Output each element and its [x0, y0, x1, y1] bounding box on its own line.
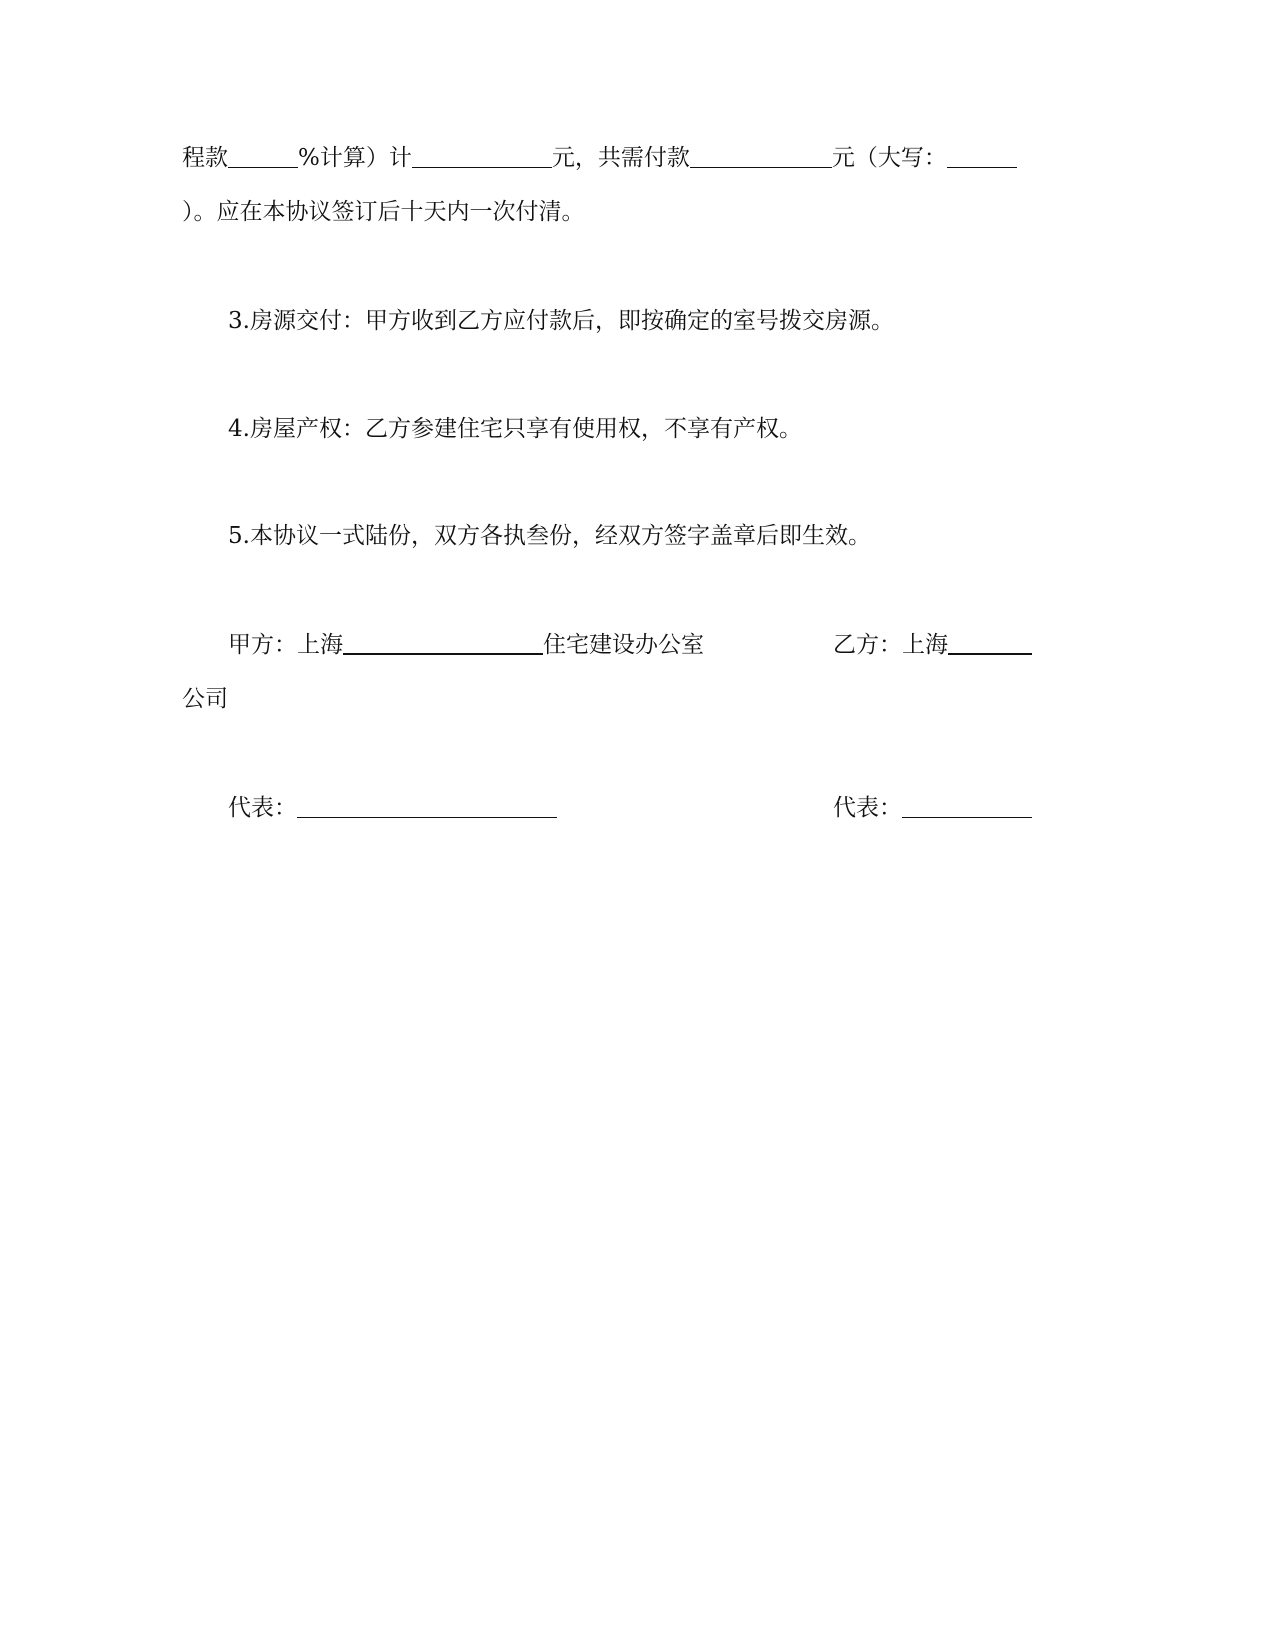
percent-blank [228, 145, 298, 168]
payment-text-4: 元（大写： [831, 145, 947, 171]
clause-5-text: 5.本协议一式陆份，双方各执叁份，经双方签字盖章后即生效。 [228, 523, 871, 549]
party-b-rep-blank [902, 795, 1032, 818]
amount-blank [412, 145, 552, 168]
total-blank [690, 145, 832, 168]
party-a-rep-label: 代表： [228, 795, 297, 821]
party-a-suffix: 住宅建设办公室 [543, 632, 704, 658]
party-b-suffix: 公司 [182, 686, 228, 712]
party-b-rep-line [833, 792, 1032, 824]
clause-4-text: 4.房屋产权：乙方参建住宅只享有使用权，不享有产权。 [228, 416, 802, 442]
party-a-rep-blank [297, 795, 557, 818]
clause-3 [228, 305, 1128, 337]
party-a-rep-line [228, 792, 628, 824]
payment-line-2 [182, 196, 1082, 228]
clause-4 [228, 413, 1128, 445]
payment-text-1: 程款 [182, 145, 228, 171]
party-b-prefix: 乙方：上海 [833, 632, 948, 658]
uppercase-amount-blank [947, 145, 1017, 168]
payment-text-5: ）。应在本协议签订后十天内一次付清。 [182, 199, 585, 225]
clause-5 [228, 520, 1128, 552]
payment-text-2: %计算）计 [298, 145, 412, 171]
party-a-prefix: 甲方：上海 [228, 632, 343, 658]
party-b-line [833, 629, 1032, 661]
clause-3-text: 3.房源交付：甲方收到乙方应付款后，即按确定的室号拨交房源。 [228, 308, 894, 334]
party-b-rep-label: 代表： [833, 795, 902, 821]
party-a-name-blank [343, 631, 543, 655]
party-b-name-blank [948, 631, 1032, 655]
payment-text-3: 元，共需付款 [551, 145, 690, 171]
party-a-line [228, 629, 788, 661]
payment-line-1 [182, 142, 1082, 174]
party-b-suffix-line [182, 683, 1082, 715]
